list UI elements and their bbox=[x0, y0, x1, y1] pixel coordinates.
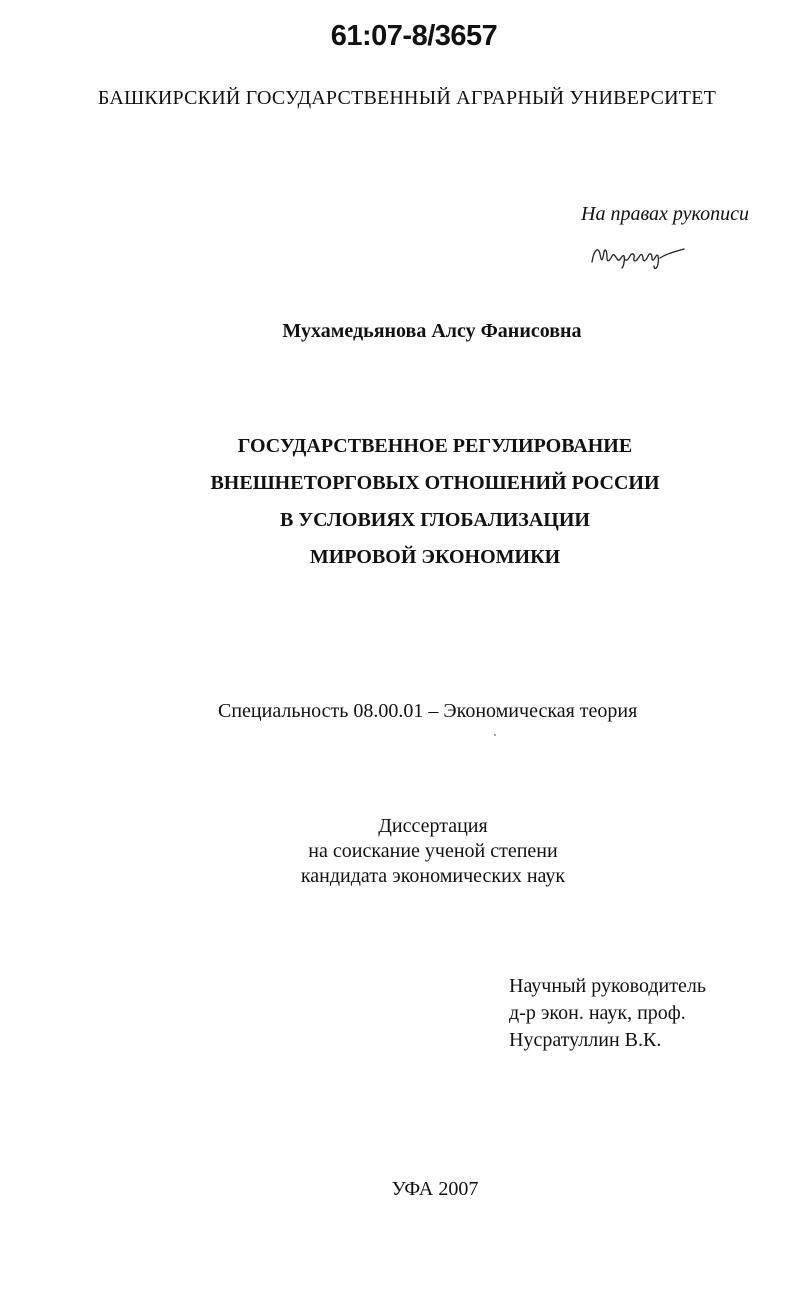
handwritten-signature bbox=[588, 240, 688, 272]
degree-line: на соискание ученой степени bbox=[308, 840, 558, 862]
degree-line: Диссертация bbox=[378, 815, 488, 837]
supervisor-role: Научный руководитель bbox=[509, 975, 706, 997]
title-line: ГОСУДАРСТВЕННОЕ РЕГУЛИРОВАНИЕ bbox=[237, 435, 633, 457]
title-line: ВНЕШНЕТОРГОВЫХ ОТНОШЕНИЙ РОССИИ bbox=[210, 472, 660, 494]
title-line: МИРОВОЙ ЭКОНОМИКИ bbox=[309, 546, 561, 568]
specialty-line: Специальность 08.00.01 – Экономическая теория bbox=[218, 700, 638, 722]
supervisor-degree: д-р экон. наук, проф. bbox=[509, 1002, 686, 1024]
archive-code: 61:07-8/3657 bbox=[330, 20, 498, 52]
university-name: БАШКИРСКИЙ ГОСУДАРСТВЕННЫЙ АГРАРНЫЙ УНИВЕРСИТЕТ bbox=[97, 87, 717, 109]
dissertation-title bbox=[0, 428, 798, 576]
degree-line: кандидата экономических наук bbox=[300, 865, 566, 887]
scan-speck bbox=[494, 734, 496, 736]
supervisor-info bbox=[509, 973, 706, 1054]
author-name: Мухамедьянова Алсу Фанисовна bbox=[282, 320, 582, 342]
title-line: В УСЛОВИЯХ ГЛОБАЛИЗАЦИИ bbox=[280, 509, 590, 531]
city-year: УФА 2007 bbox=[391, 1178, 479, 1200]
supervisor-name: Нусратуллин В.К. bbox=[509, 1029, 662, 1051]
manuscript-rights-note: На правах рукописи bbox=[581, 203, 749, 225]
degree-statement bbox=[0, 814, 798, 889]
